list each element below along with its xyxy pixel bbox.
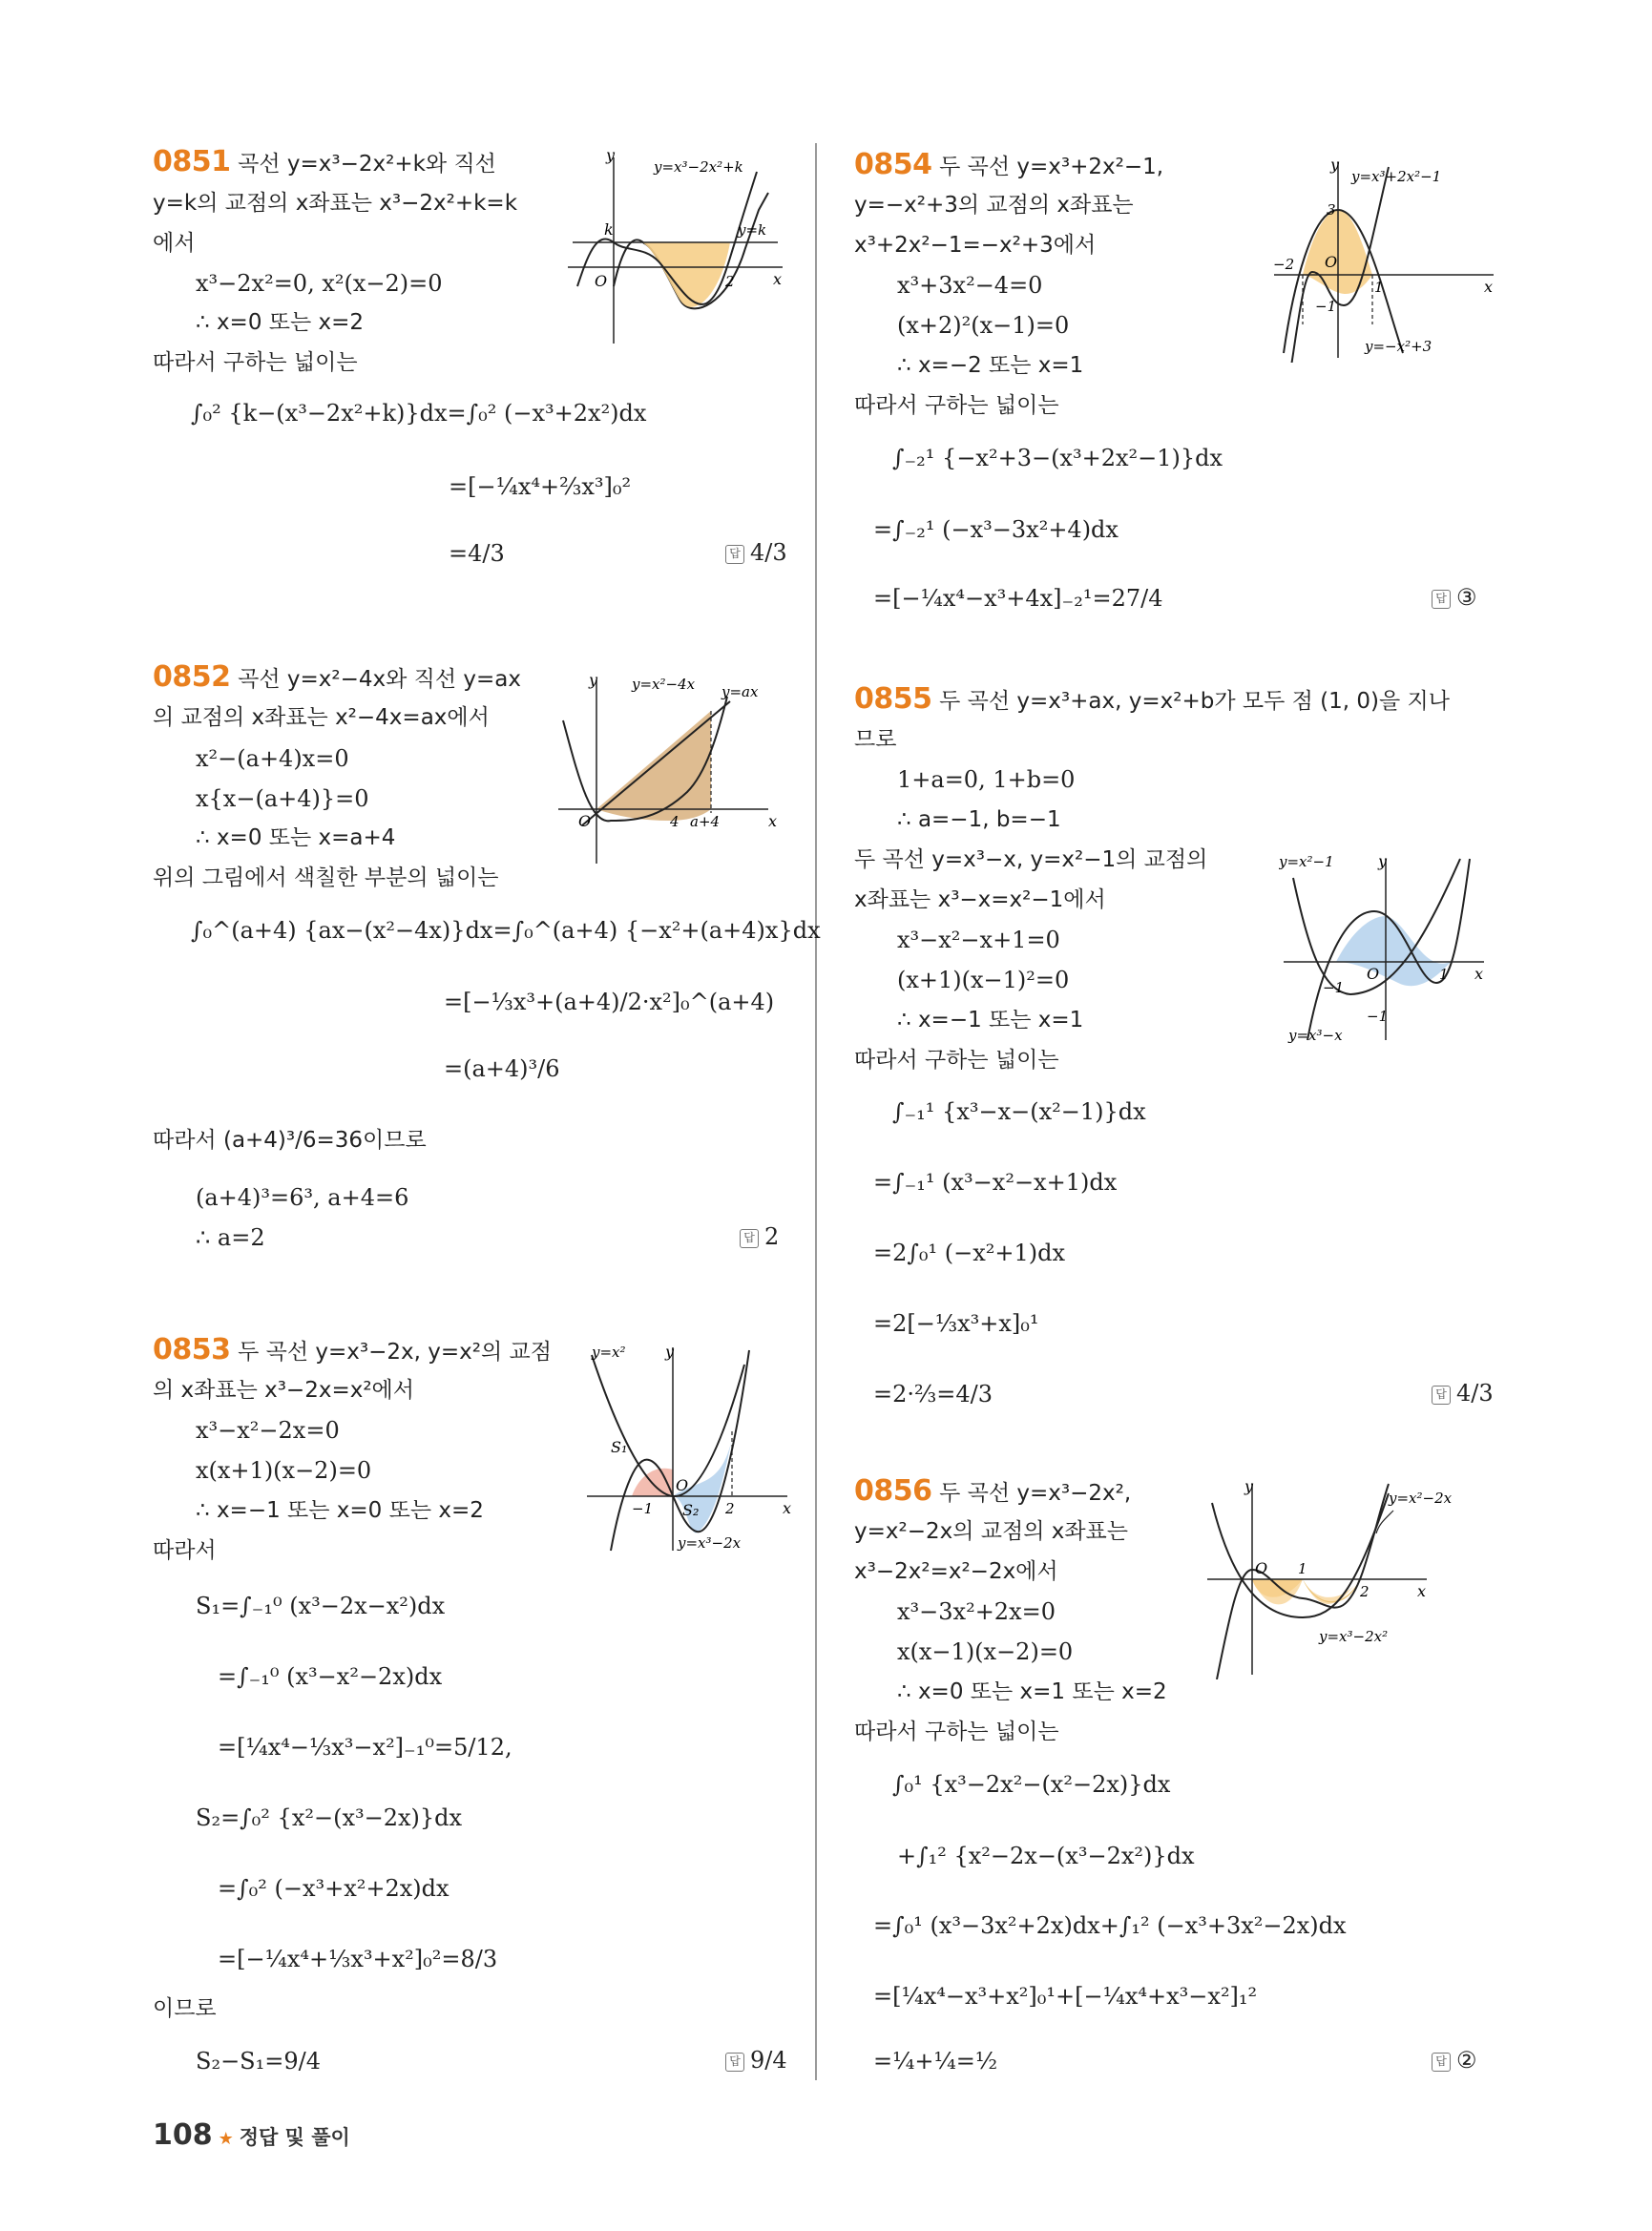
- answer-value: ②: [1456, 2047, 1477, 2074]
- x-axis-label: x: [783, 1499, 792, 1517]
- problem-line: y=k의 교점의 x좌표는 x³−2x²+k=k: [153, 191, 518, 216]
- problem-line: =∫₋₁¹ (x³−x²−x+1)dx: [873, 1169, 1118, 1196]
- problem-line: ∴ x=−1 또는 x=0 또는 x=2: [196, 1498, 484, 1523]
- answer-icon: 답: [1432, 2053, 1451, 2072]
- s1-label: S₁: [611, 1438, 628, 1456]
- problem-line: 두 곡선 y=x³−2x²,: [939, 1481, 1132, 1506]
- problem-line: =∫₋₁⁰ (x³−x²−2x)dx: [218, 1663, 443, 1690]
- x-axis-label: x: [1484, 278, 1494, 296]
- graph-0853: [582, 1336, 802, 1555]
- tick-minus1-y: −1: [1367, 1008, 1389, 1025]
- tick-1: 1: [1374, 279, 1384, 296]
- x-axis-label: x: [768, 812, 778, 830]
- problem-number: 0851: [153, 145, 231, 178]
- curve1-label: y=x²−1: [1279, 853, 1334, 870]
- problem-line: =[¼x⁴−x³+x²]₀¹+[−¼x⁴+x³−x²]₁²: [873, 1983, 1258, 2010]
- problem-line: 의 교점의 x좌표는 x²−4x=ax에서: [153, 705, 490, 730]
- answer: [725, 2047, 787, 2074]
- problem-line: x³−2x²=0, x²(x−2)=0: [196, 270, 443, 297]
- graph-0851: [568, 143, 792, 348]
- problem-line: ∫₀¹ {x³−2x²−(x²−2x)}dx: [892, 1771, 1171, 1798]
- problem-line: x²−(a+4)x=0: [196, 745, 349, 772]
- problem-line: S₂=∫₀² {x²−(x³−2x)}dx: [196, 1804, 463, 1831]
- problem-line: 따라서 구하는 넓이는: [854, 1720, 1059, 1744]
- problem-line: =[−¼x⁴−x³+4x]₋₂¹=27/4: [873, 585, 1163, 612]
- problem-line: x³−3x²+2x=0: [897, 1598, 1056, 1625]
- problem-line: 위의 그림에서 색칠한 부분의 넓이는: [153, 865, 499, 890]
- graph-0856: [1202, 1474, 1489, 1679]
- answer: [1432, 1380, 1494, 1407]
- origin-label: O: [1255, 1559, 1268, 1577]
- problem-line: =[−⅓x³+(a+4)/2·x²]₀^(a+4): [444, 989, 775, 1015]
- y-axis-label: y: [1330, 156, 1340, 174]
- y-axis-label: y: [589, 671, 598, 689]
- tick-4: 4: [670, 813, 680, 830]
- s2-label: S₂: [682, 1501, 700, 1519]
- origin-label: O: [1325, 253, 1338, 271]
- tick-minus1: −1: [632, 1500, 654, 1517]
- problem-line: ∫₀² {k−(x³−2x²+k)}dx=∫₀² (−x³+2x²)dx: [191, 400, 647, 427]
- curve-label: y=x³−2x²+k: [654, 158, 743, 176]
- answer-value: 9/4: [750, 2047, 787, 2074]
- problem-line: y=x²−2x의 교점의 x좌표는: [854, 1519, 1128, 1544]
- tick-2: 2: [725, 273, 735, 290]
- origin-label: O: [676, 1476, 689, 1494]
- problem-line: 에서: [153, 231, 196, 256]
- answer-value: 4/3: [750, 539, 787, 566]
- problem-line: 곡선 y=x²−4x와 직선 y=ax: [238, 667, 521, 692]
- problem-line: y=−x²+3의 교점의 x좌표는: [854, 193, 1134, 218]
- problem-line: S₂−S₁=9/4: [196, 2048, 321, 2075]
- problem-line: +∫₁² {x²−2x−(x³−2x²)}dx: [897, 1843, 1195, 1869]
- problem-line: ∫₋₂¹ {−x²+3−(x³+2x²−1)}dx: [892, 445, 1223, 471]
- problem-line: 따라서 구하는 넓이는: [854, 1048, 1059, 1073]
- problem-line: ∴ a=−1, b=−1: [897, 807, 1061, 832]
- answer: [1432, 2047, 1477, 2074]
- problem-line: 곡선 y=x³−2x²+k와 직선: [238, 152, 496, 177]
- problem-line: =2·⅔=4/3: [873, 1381, 993, 1407]
- problem-line: x³−x²−x+1=0: [897, 927, 1060, 953]
- problem-line: =∫₋₂¹ (−x³−3x²+4)dx: [873, 516, 1119, 543]
- problem-line: =∫₀² (−x³+x²+2x)dx: [218, 1875, 450, 1902]
- problem-line: ∴ x=−1 또는 x=1: [897, 1008, 1084, 1032]
- answer: [1432, 584, 1477, 611]
- problem-line: ∴ x=−2 또는 x=1: [897, 353, 1084, 378]
- graph-0852: [554, 668, 787, 868]
- tick-a4: a+4: [690, 813, 721, 830]
- problem-line: =4/3: [449, 540, 505, 567]
- page-footer: [153, 2118, 350, 2152]
- tick-1: 1: [1298, 1560, 1307, 1577]
- tick-minus1: −1: [1315, 298, 1337, 315]
- problem-line: 따라서 구하는 넓이는: [854, 393, 1059, 418]
- answer-icon: 답: [725, 2053, 744, 2072]
- answer-icon: 답: [1432, 1386, 1451, 1405]
- problem-line: x³−2x²=x²−2x에서: [854, 1559, 1058, 1584]
- problem-number: 0855: [854, 682, 932, 716]
- problem-line: =2[−⅓x³+x]₀¹: [873, 1310, 1039, 1337]
- problem-line: ∴ a=2: [196, 1224, 265, 1251]
- curve2-label: y=x³−x: [1288, 1027, 1343, 1044]
- answer-value: ③: [1456, 584, 1477, 611]
- curve1-label: y=x²−2x: [1389, 1490, 1453, 1507]
- tick-minus2: −2: [1273, 256, 1295, 273]
- problem-line: x(x−1)(x−2)=0: [897, 1638, 1074, 1665]
- problem-line: 두 곡선 y=x³+2x²−1,: [939, 155, 1164, 179]
- k-label: k: [604, 220, 614, 239]
- curve1-label: y=x²: [592, 1344, 626, 1361]
- problem-line: (a+4)³=6³, a+4=6: [196, 1184, 409, 1211]
- problem-line: 두 곡선 y=x³−2x, y=x²의 교점: [238, 1340, 552, 1365]
- curve2-label: y=−x²+3: [1365, 338, 1432, 355]
- problem-number: 0856: [854, 1474, 932, 1508]
- curve2-label: y=x³−2x: [678, 1534, 742, 1552]
- problem-line: 므로: [854, 727, 897, 752]
- answer: [725, 539, 787, 566]
- answer-icon: 답: [740, 1229, 759, 1248]
- origin-label: O: [595, 272, 608, 290]
- curve2-label: y=x³−2x²: [1319, 1628, 1389, 1645]
- problem-line: 따라서 (a+4)³/6=36이므로: [153, 1128, 427, 1153]
- problem-line: 의 x좌표는 x³−2x=x²에서: [153, 1378, 414, 1403]
- problem-line: 따라서: [153, 1538, 217, 1563]
- problem-line: =2∫₀¹ (−x²+1)dx: [873, 1240, 1066, 1266]
- y-axis-label: y: [665, 1343, 675, 1361]
- tick-1: 1: [1439, 966, 1449, 983]
- page-number: 108: [153, 2118, 213, 2152]
- problem-line: 두 곡선 y=x³+ax, y=x²+b가 모두 점 (1, 0)을 지나: [939, 689, 1450, 714]
- problem-line: (x+2)²(x−1)=0: [897, 312, 1070, 339]
- problem-line: =[¼x⁴−⅓x³−x²]₋₁⁰=5/12,: [218, 1734, 512, 1761]
- problem-line: (x+1)(x−1)²=0: [897, 967, 1070, 993]
- problem-line: ∴ x=0 또는 x=a+4: [196, 825, 396, 850]
- y-axis-label: y: [1244, 1477, 1254, 1495]
- y-axis-label: y: [606, 146, 616, 164]
- curve-label: y=x²−4x: [632, 676, 696, 693]
- origin-label: O: [578, 812, 592, 830]
- x-axis-label: x: [773, 270, 783, 288]
- problem-line: x³+3x²−4=0: [897, 272, 1043, 299]
- problem-line: =[−¼x⁴+⅓x³+x²]₀²=8/3: [218, 1946, 498, 1972]
- origin-label: O: [1367, 965, 1380, 983]
- tick-3: 3: [1327, 201, 1336, 219]
- tick-2: 2: [1360, 1583, 1370, 1600]
- problem-line: =[−¼x⁴+⅔x³]₀²: [449, 473, 632, 500]
- answer-icon: 답: [1432, 590, 1451, 609]
- problem-line: 1+a=0, 1+b=0: [897, 766, 1076, 793]
- tick-minus1-x: −1: [1323, 979, 1345, 996]
- problem-number: 0854: [854, 148, 932, 181]
- problem-line: =¼+¼=½: [873, 2048, 998, 2075]
- answer-value: 4/3: [1456, 1380, 1494, 1407]
- tick-2: 2: [725, 1500, 735, 1517]
- problem-number: 0852: [153, 660, 231, 694]
- problem-line: =∫₀¹ (x³−3x²+2x)dx+∫₁² (−x³+3x²−2x)dx: [873, 1912, 1347, 1939]
- footer-label: 정답 및 풀이: [239, 2126, 350, 2149]
- problem-line: 두 곡선 y=x³−x, y=x²−1의 교점의: [854, 847, 1208, 872]
- problem-line: ∴ x=0 또는 x=1 또는 x=2: [897, 1679, 1167, 1704]
- problem-line: =(a+4)³/6: [444, 1055, 560, 1082]
- y-axis-label: y: [1378, 852, 1388, 870]
- answer-icon: 답: [725, 545, 744, 564]
- problem-line: x(x+1)(x−2)=0: [196, 1457, 372, 1484]
- problem-number: 0853: [153, 1333, 231, 1366]
- problem-line: x³+2x²−1=−x²+3에서: [854, 233, 1097, 258]
- problem-line: x{x−(a+4)}=0: [196, 785, 369, 812]
- graph-0854: [1269, 153, 1508, 363]
- curve1-label: y=x³+2x²−1: [1351, 168, 1442, 185]
- line-label: y=ax: [721, 683, 759, 700]
- answer: [740, 1223, 779, 1250]
- problem-line: x³−x²−2x=0: [196, 1417, 340, 1444]
- graph-0855: [1279, 849, 1498, 1050]
- column-divider: [815, 143, 817, 2080]
- star-icon: ★: [218, 2129, 234, 2149]
- problem-line: S₁=∫₋₁⁰ (x³−2x−x²)dx: [196, 1593, 446, 1619]
- x-axis-label: x: [1474, 965, 1484, 983]
- line-label: y=k: [738, 221, 767, 239]
- problem-line: 이므로: [153, 1996, 217, 2021]
- problem-line: ∫₀^(a+4) {ax−(x²−4x)}dx=∫₀^(a+4) {−x²+(a+4)x}dx: [191, 917, 821, 944]
- problem-line: x좌표는 x³−x=x²−1에서: [854, 887, 1106, 912]
- answer-value: 2: [764, 1223, 780, 1250]
- x-axis-label: x: [1417, 1582, 1427, 1600]
- problem-line: ∴ x=0 또는 x=2: [196, 310, 365, 335]
- problem-line: 따라서 구하는 넓이는: [153, 350, 358, 375]
- problem-line: ∫₋₁¹ {x³−x−(x²−1)}dx: [892, 1098, 1146, 1125]
